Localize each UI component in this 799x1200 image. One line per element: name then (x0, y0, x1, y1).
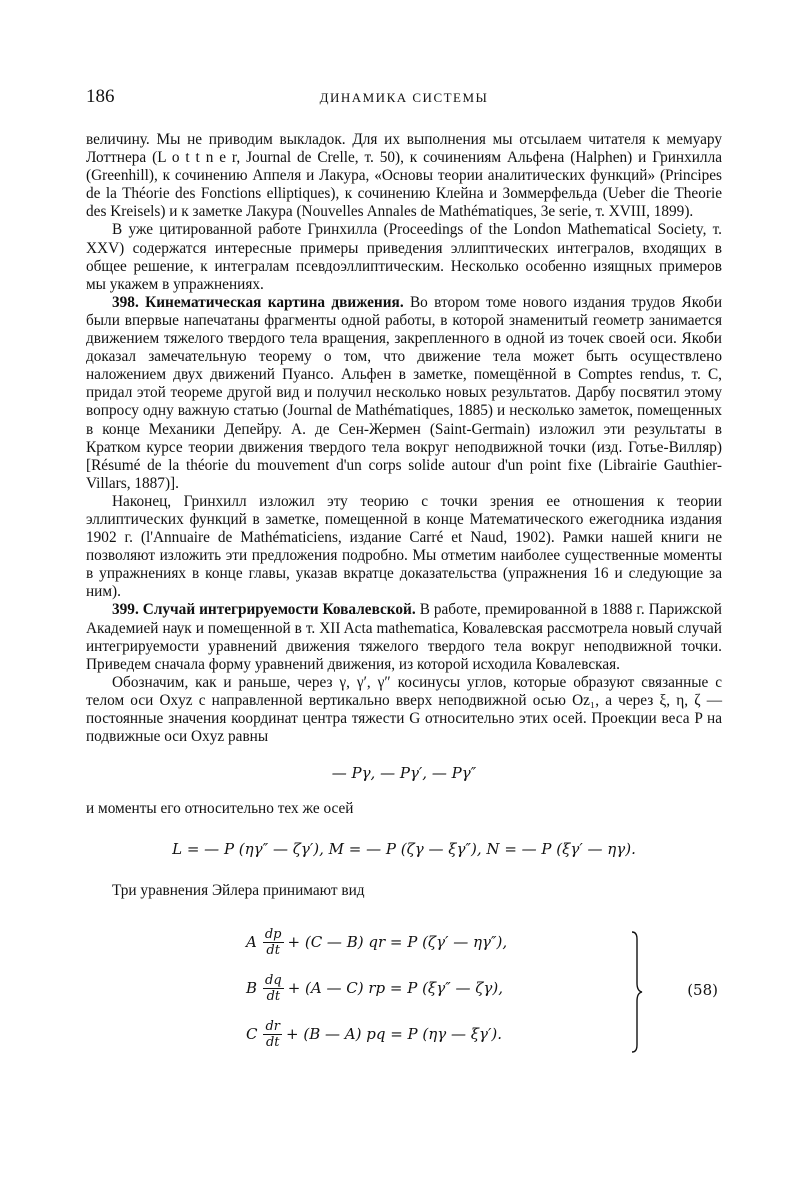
denominator: dt (265, 1034, 280, 1050)
equation-rest: + (A — C) rp = P (ξγ″ — ζγ), (287, 979, 504, 998)
section-399 (86, 601, 722, 673)
moments-formula: L = — P (ηγ″ — ζγ′), M = — P (ζγ — ξγ″), N = — P (ξγ′ — ηγ). (172, 840, 636, 859)
coefficient: A (246, 933, 257, 952)
paragraph: Наконец, Гринхилл изложил эту теорию с точки зрения ее отношения к теории эллиптических функций в заметке, помещенной в конце Математического ежегодника издания 1902 г. (l'Annuaire de Mathématiciens, издание Carré et Naud, 1902). Рамки нашей книги не позволяют изложить эти предложения подробно. Мы отметим наиболее существенные моменты в упражнениях в конце главы, указав вкратце доказательства (упражнения 16 и следующие за ним). (86, 492, 722, 601)
page-number: 186 (86, 86, 115, 107)
numerator: dq (265, 972, 282, 988)
coefficient: B (246, 979, 258, 998)
euler-equation-3 (246, 1019, 502, 1050)
page-header (86, 86, 722, 114)
derivative-fraction (263, 927, 284, 958)
equation-rest: + (B — A) pq = P (ηγ — ξγ′). (286, 1025, 502, 1044)
section-number: 398. (112, 293, 139, 311)
body-text (86, 131, 722, 1063)
paragraph: и моменты его относительно тех же осей (86, 800, 354, 818)
derivative-fraction (263, 1019, 282, 1050)
equation-rest: + (C — B) qr = P (ζγ′ — ηγ″), (287, 933, 508, 952)
right-brace (630, 931, 644, 1053)
equation-number: (58) (687, 980, 718, 999)
euler-equations-system (86, 923, 722, 1063)
paragraph: Обозначим, как и раньше, через γ, γ′, γ″ косинусы углов, которые образуют связанные с телом оси Oxyz с направленной вертикально вверх неподвижной осью Oz₁, а через ξ, η, ζ — постоянные значения координат центра тяжести G относительно этих осей. Проекции веса P на подвижные оси Oxyz равны (86, 673, 722, 746)
numerator: dp (264, 926, 282, 942)
coefficient: C (246, 1025, 258, 1044)
section-title: Случай интегрируемости Ковалевской. (142, 601, 416, 619)
section-text: В работе, премированной в 1888 г. Парижской Академией наук и помещенной в т. XII Acta mathematica, Ковалевская рассмотрела новый случай интегрируемости уравнений движения тяжелого твердого тела вокруг неподвижной точки. Приведем сначала форму уравнений движения, из которой исходила Ковалевская. (86, 601, 722, 673)
euler-equation-1 (246, 927, 507, 958)
weight-projections-formula: — Pγ, — Pγ′, — Pγ″ (331, 764, 477, 783)
running-head: ДИНАМИКА СИСТЕМЫ (319, 90, 489, 105)
derivative-fraction (263, 973, 284, 1004)
paragraph: величину. Мы не приводим выкладок. Для их выполнения мы отсылаем читателя к мемуару Лоттнера (L o t t n e r, Journal de Crelle, т. 50), к сочинениям Альфена (Halphen) и Гринхилла (Greenhill), к сочинению Аппеля и Лакура, «Основы теории аналитических функций» (Principes de la Théorie des Fonctions elliptiques), к сочинению Клейна и Зоммерфельда (Ueber die Theorie des Kreisels) и к заметке Лакура (Nouvelles Annales de Mathématiques, 3e serie, т. XVIII, 1899). (86, 131, 722, 221)
denominator: dt (266, 988, 281, 1004)
numerator: dr (265, 1018, 281, 1034)
section-number: 399. (112, 601, 139, 619)
section-title: Кинематическая картина движения. (145, 293, 404, 311)
section-398 (86, 294, 722, 493)
paragraph: В уже цитированной работе Гринхилла (Proceedings of the London Mathematical Society, т. XXV) содержатся интересные примеры приведения эллиптических интегралов, входящих в общее решение, к интегралам псевдоэллиптическим. Несколько особенно изящных примеров мы укажем в упражнениях. (86, 221, 722, 293)
euler-equation-2 (246, 973, 503, 1004)
section-text: Во втором томе нового издания трудов Якоби были впервые напечатаны фрагменты одной работы, в которой знаменитый геометр занимается движением тяжелого твердого тела вращения, закрепленного в одной из точек своей оси. Якоби доказал замечательную теорему о том, что движение тела может быть осуществлено наложением двух движений Пуансо. Альфен в заметке, помещённой в Comptes rendus, т. C, придал этой теореме другой вид и получил несколько новых результатов. Дарбу посвятил этому вопросу одну важную статью (Journal de Mathématiques, 1885) и несколько заметок, помещенных в конце Механики Депейру. А. де Сен-Жермен (Saint-Germain) изложил эти результаты в Кратком курсе теории движения твердого тела вокруг неподвижной точки (изд. Готье-Вилляр) [Résumé de la théorie du mouvement d'un corps solide autour d'un point fixe (Librairie Gauthier-Villars, 1887)]. (86, 293, 723, 492)
denominator: dt (266, 942, 280, 958)
paragraph: Три уравнения Эйлера принимают вид (112, 882, 365, 900)
